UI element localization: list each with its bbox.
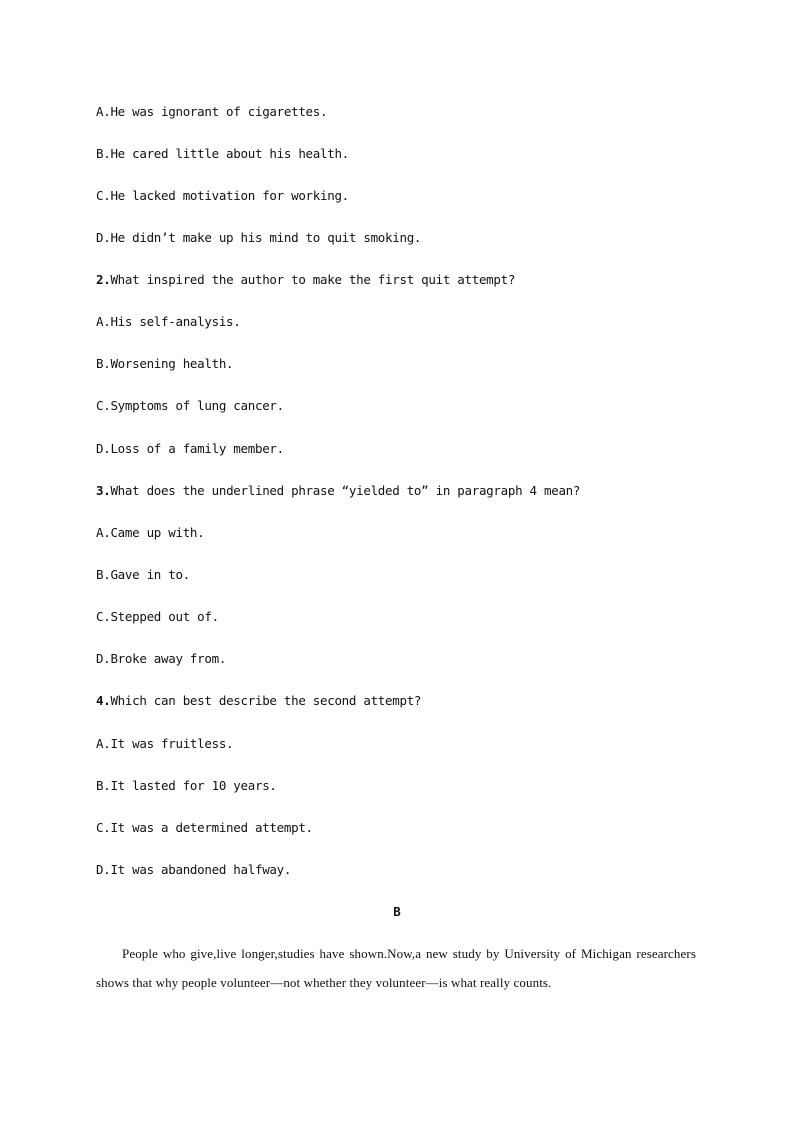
q4-option-b: B.It lasted for 10 years. <box>96 778 277 793</box>
q2-option-a: A.His self-analysis. <box>96 314 241 329</box>
passage-paragraph: People who give,live longer,studies have shown.Now,a new study by University of Michigan researchers shows that why people volunteer—not whether they volunteer—is what really counts. <box>96 946 696 990</box>
q2-stem: What inspired the author to make the first quit attempt? <box>110 272 516 287</box>
q3-option-d: D.Broke away from. <box>96 651 227 666</box>
q2-number: 2. <box>96 272 111 287</box>
q2-option-d: D.Loss of a family member. <box>96 441 284 456</box>
q1-option-b: B.He cared little about his health. <box>96 146 349 161</box>
q4-option-d: D.It was abandoned halfway. <box>96 862 292 877</box>
q3-option-c: C.Stepped out of. <box>96 609 219 624</box>
q4-stem-line <box>96 693 421 708</box>
q3-option-b: B.Gave in to. <box>96 567 190 582</box>
q2-option-c: C.Symptoms of lung cancer. <box>96 398 284 413</box>
q4-option-a: A.It was fruitless. <box>96 736 234 751</box>
q2-option-b: B.Worsening health. <box>96 356 234 371</box>
q2-stem-line <box>96 272 515 287</box>
q1-option-c: C.He lacked motivation for working. <box>96 188 349 203</box>
q3-stem: What does the underlined phrase “yielded to” in paragraph 4 mean? <box>110 483 581 498</box>
q3-number: 3. <box>96 483 111 498</box>
q1-option-d: D.He didn’t make up his mind to quit smoking. <box>96 230 422 245</box>
section-heading: B <box>393 904 401 919</box>
q3-option-a: A.Came up with. <box>96 525 205 540</box>
q3-stem-line <box>96 483 580 498</box>
q4-number: 4. <box>96 693 111 708</box>
q1-option-a: A.He was ignorant of cigarettes. <box>96 104 328 119</box>
q4-option-c: C.It was a determined attempt. <box>96 820 313 835</box>
q4-stem: Which can best describe the second attempt? <box>110 693 422 708</box>
